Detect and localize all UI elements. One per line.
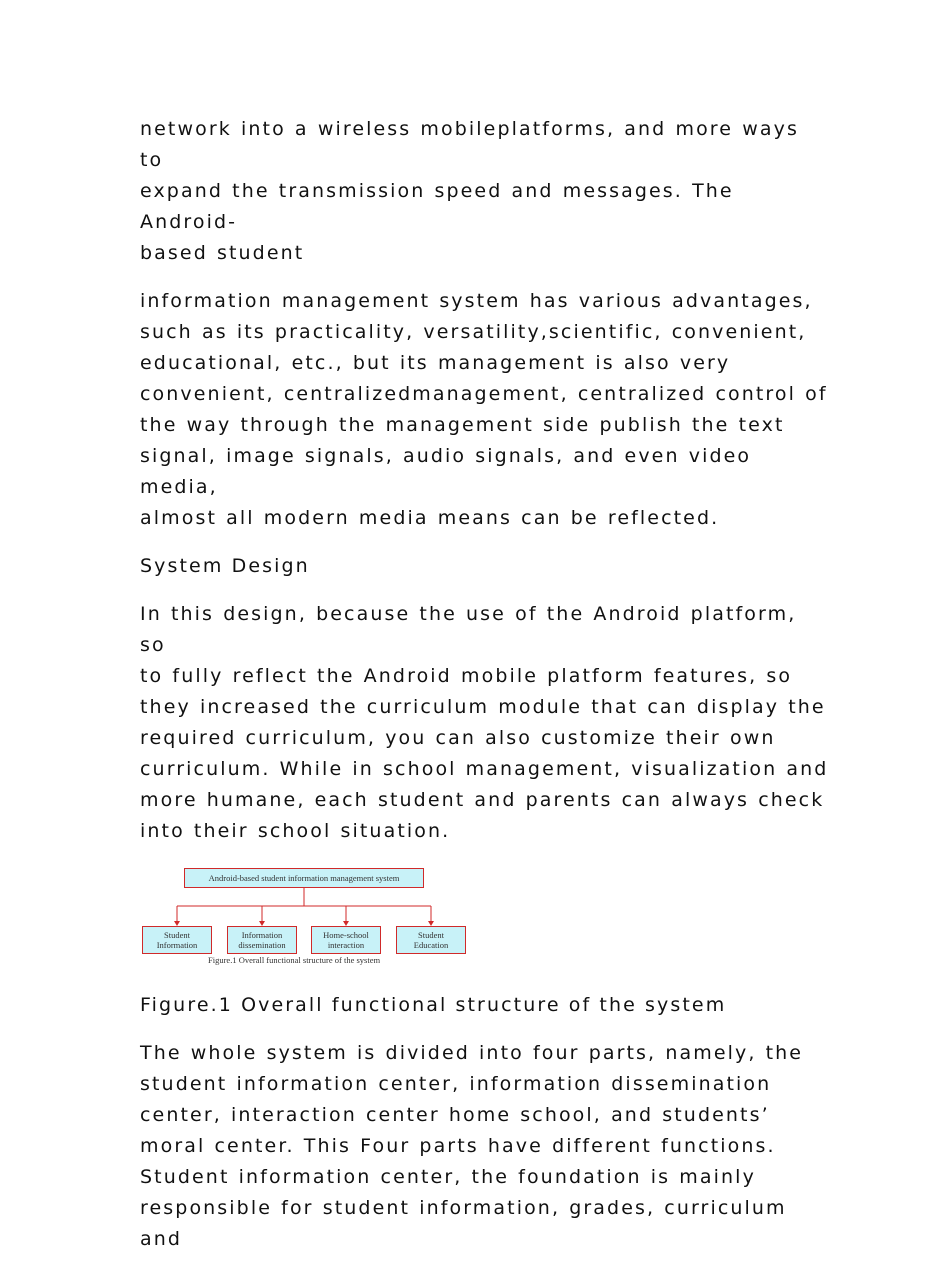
- diagram-box-information-dissemination: Information dissemination: [227, 926, 297, 954]
- diagram-root-box: Android-based student information management system: [184, 868, 424, 888]
- paragraph-system-parts: The whole system is divided into four parts, namely, the student information center, information dissemination center, interaction center home school, and students’ moral center. This Four parts have different functions. Student information center, the foundation is mainly responsible for student information, grades, curriculum and: [140, 1042, 804, 1250]
- diagram-box-home-school-interaction: Home-school interaction: [311, 926, 381, 954]
- paragraph-intro-continued: network into a wireless mobileplatforms, and more ways to expand the transmission speed and messages. The Android- based student: [140, 118, 799, 264]
- document-page: [140, 114, 830, 1272]
- system-structure-diagram: [140, 864, 470, 970]
- figure-caption: Figure.1 Overall functional structure of the system: [140, 994, 727, 1016]
- paragraph-advantages: information management system has various advantages, such as its practicality, versatility,scientific, convenient, educational, etc., but its management is also very convenient, centralizedmanagement, centralized control of the way through the management side publish the text signal, image signals, audio signals, and even video media, almost all modern media means can be reflected.: [140, 290, 828, 529]
- diagram-box-student-information: Student Information: [142, 926, 212, 954]
- paragraph-design: In this design, because the use of the Android platform, so to fully reflect the Android mobile platform features, so they increased the curriculum module that can display the required curriculum, you can also customize their own curriculum. While in school management, visualization and more humane, each student and parents can always check into their school situation.: [140, 603, 829, 842]
- diagram-inner-caption: Figure.1 Overall functional structure of the system: [208, 955, 381, 965]
- section-heading-system-design: System Design: [140, 555, 310, 577]
- diagram-box-student-education: Student Education: [396, 926, 466, 954]
